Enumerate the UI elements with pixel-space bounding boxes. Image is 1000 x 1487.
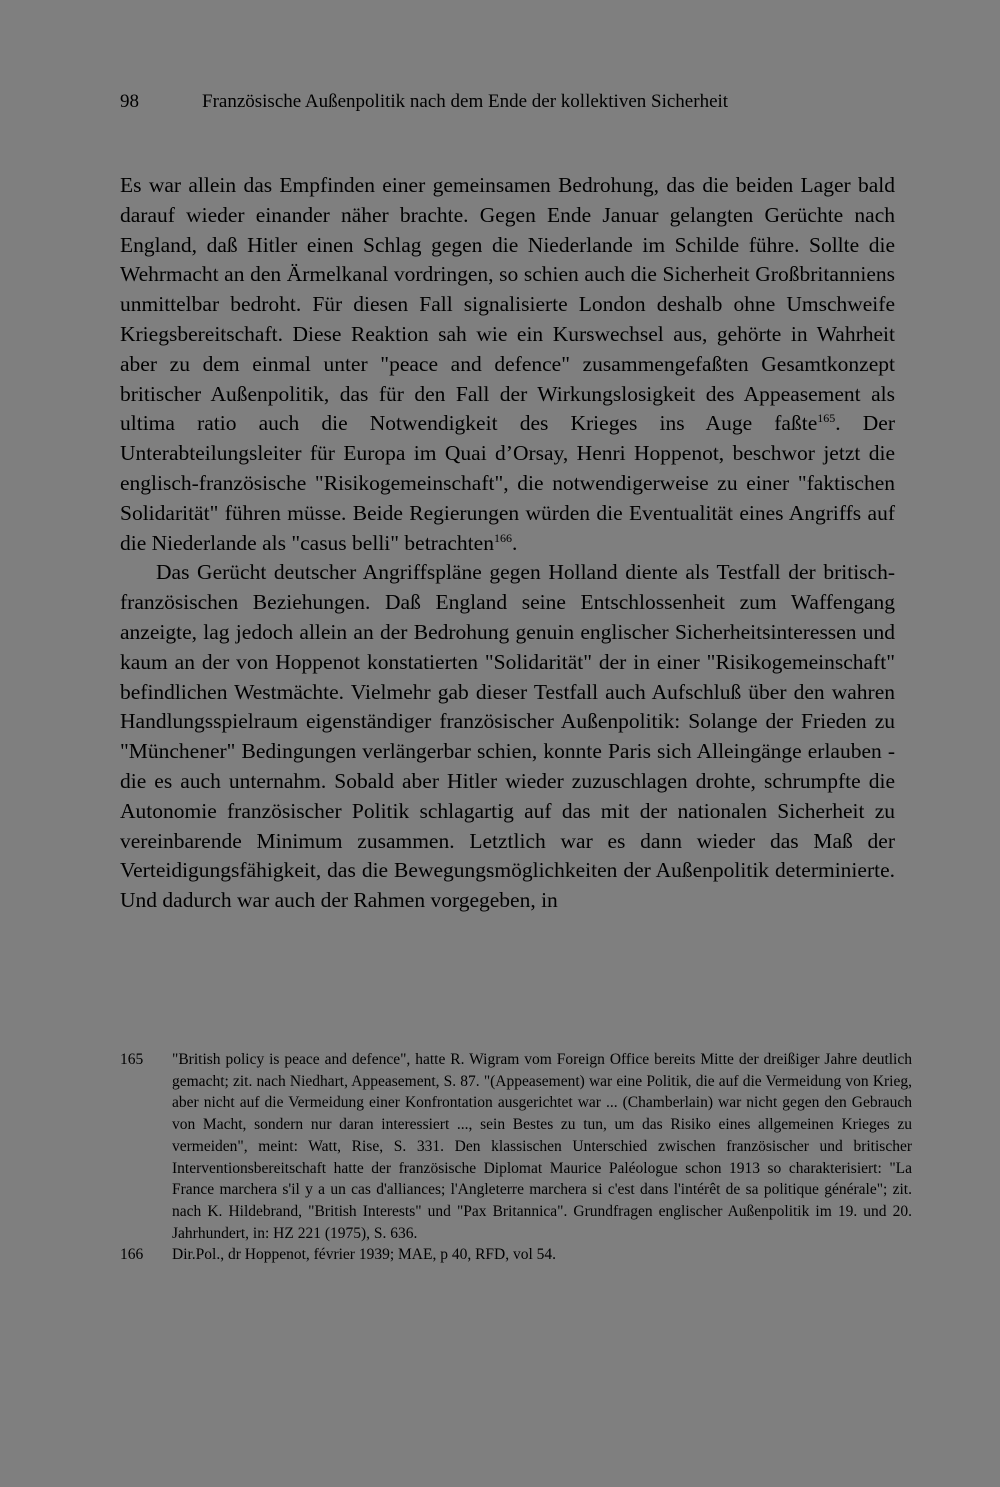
footnote-text: Dir.Pol., dr Hoppenot, février 1939; MAE, p 40, RFD, vol 54. [172, 1246, 557, 1264]
footnote-166 [120, 1244, 912, 1266]
running-header [120, 90, 840, 114]
page-number: 98 [120, 91, 139, 112]
footnote-number: 166 [120, 1246, 144, 1264]
footnote-number: 165 [120, 1051, 144, 1068]
footnote-reference-166: 166 [493, 530, 512, 545]
paragraph-1-part-a: Es war allein das Empfinden einer gemeinsamen Bedrohung, das die beiden Lager bald darauf wieder einander näher brachte. Gegen Ende Januar gelangten Gerüchte nach England, daß Hitler einen Schlag gegen die Niederlande im Schilde führe. Sollte die Wehrmacht an den Ärmelkanal vordringen, so schien auch die Sicherheit Großbritanniens unmittelbar bedroht. Für diesen Fall signalisierte London deshalb ohne Umschweife Kriegsbereitschaft. Diese Reaktion sah wie ein Kurswechsel aus, gehörte in Wahrheit aber zu dem einmal unter "peace and defence" zusammengefaßten Gesamtkonzept britischer Außenpolitik, das für den Fall der Wirkungslosigkeit des Appeasement als ultima ratio auch die Notwendigkeit des Krieges ins Auge faßte [120, 173, 895, 436]
footnote-reference-165: 165 [817, 411, 836, 426]
footnote-165 [120, 1049, 912, 1244]
paragraph-1-part-b: . Der Unterabteilungsleiter für Europa im Quai d’Orsay, Henri Hoppenot, beschwor jetzt die englisch-französische "Risikogemeinschaft", die notwendigerweise zu einer "faktischen Solidarität" führen müsse. Beide Regierungen würden die Eventualität eines Angriffs auf die Niederlande als "casus belli" betrachten [120, 411, 895, 555]
main-text [120, 171, 895, 916]
paragraph-1 [120, 171, 895, 558]
paragraph-1-part-c: . [511, 530, 518, 555]
footnotes [120, 1049, 912, 1266]
paragraph-2: Das Gerücht deutscher Angriffspläne gegen Holland diente als Testfall der britisch-französischen Beziehungen. Daß England seine Entschlossenheit zum Waffengang anzeigte, lag jedoch allein an der Bedrohung genuin englischer Sicherheitsinteressen und kaum an der von Hoppenot konstatierten "Solidarität" der in einer "Risikogemeinschaft" befindlichen Westmächte. Vielmehr gab dieser Testfall auch Aufschluß über den wahren Handlungsspielraum eigenständiger französischer Außenpolitik: Solange der Frieden zu "Münchener" Bedingungen verlängerbar schien, konnte Paris sich Alleingänge erlauben - die es auch unternahm. Sobald aber Hitler wieder zuzuschlagen drohte, schrumpfte die Autonomie französischer Politik schlagartig auf das mit der nationalen Sicherheit zu vereinbarende Minimum zusammen. Letztlich war es dann wieder das Maß der Verteidigungsfähigkeit, das die Bewegungsmöglichkeiten der Außenpolitik determinierte. Und dadurch war auch der Rahmen vorgegeben, in [120, 560, 895, 913]
running-title: Französische Außenpolitik nach dem Ende der kollektiven Sicherheit [202, 91, 729, 112]
footnote-text: "British policy is peace and defence", hatte R. Wigram vom Foreign Office bereits Mitte der dreißiger Jahre deutlich gemacht; zit. nach Niedhart, Appeasement, S. 87. "(Appeasement) war eine Politik, die auf die Vermeidung von Krieg, aber nicht auf die Vermeidung einer Konfrontation ausgerichtet war ... (Chamberlain) war nicht gegen den Gebrauch von Macht, sondern nur daran interessiert ..., sein Bestes zu tun, um das Risiko eines allgemeinen Krieges zu vermeiden", meint: Watt, Rise, S. 331. Den klassischen Unterschied zwischen französischer und britischer Interventionsbereitschaft hatte der französische Diplomat Maurice Paléologue schon 1913 so charakterisiert: "La France marchera s'il y a un cas d'alliances; l'Angleterre marchera si c'est dans l'intérêt de sa politique générale"; zit. nach K. Hildebrand, "British Interests" und "Pax Britannica". Grundfragen englischer Außenpolitik im 19. und 20. Jahrhundert, in: HZ 221 (1975), S. 636. [172, 1051, 912, 1242]
